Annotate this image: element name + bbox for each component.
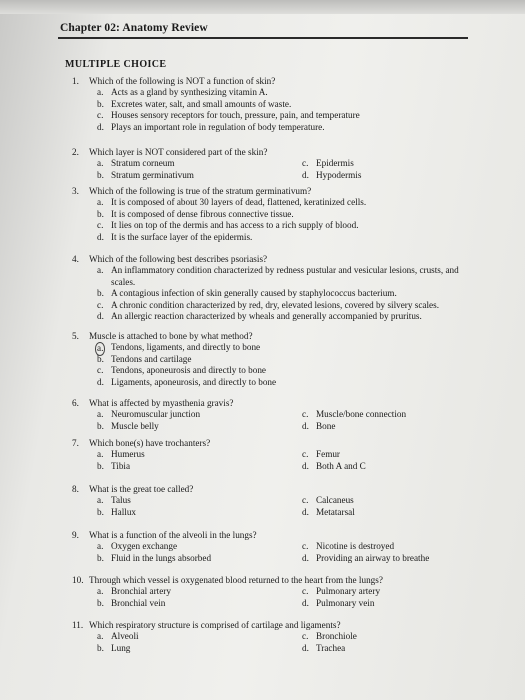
answer-option: c. Epidermis xyxy=(302,158,354,169)
answer-option: a. Bronchial artery xyxy=(97,586,171,597)
answer-option: b. Hallux xyxy=(97,506,137,517)
question-text: Muscle is attached to bone by what method? xyxy=(89,331,253,341)
answer-option: d. Metatarsal xyxy=(302,506,355,517)
answer-option: c. Calcaneus xyxy=(302,495,354,506)
question-text: What is a function of the alveoli in the lungs? xyxy=(89,530,257,540)
question-text: Which layer is NOT considered part of the skin? xyxy=(89,147,268,157)
answer-option: b. Muscle belly xyxy=(97,420,159,431)
answer-option: b. Bronchial vein xyxy=(97,597,166,608)
question-number: 9. xyxy=(72,530,79,540)
question-4 xyxy=(72,254,472,322)
question-5 xyxy=(72,331,472,388)
title-underline xyxy=(58,37,468,39)
answer-option: d. Pulmonary vein xyxy=(302,597,375,608)
answer-option: a. Humerus xyxy=(97,449,145,460)
question-number: 6. xyxy=(72,398,79,408)
answer-option: d. Plays an important role in regulation of body temperature. xyxy=(97,121,325,132)
answer-option: c. Nicotine is destroyed xyxy=(302,541,395,552)
question-number: 2. xyxy=(72,147,79,157)
answer-option: b. Fluid in the lungs absorbed xyxy=(97,552,212,563)
question-text: Which respiratory structure is comprised of cartilage and ligaments? xyxy=(89,620,341,630)
question-11 xyxy=(72,620,472,654)
answer-option: c. It lies on top of the dermis and has access to a rich supply of blood. xyxy=(97,220,359,231)
answer-option-selected: a. Tendons, ligaments, and directly to bone xyxy=(97,342,472,353)
answer-option: a. Stratum corneum xyxy=(97,158,175,169)
answer-option: b. It is composed of dense fibrous connective tissue. xyxy=(97,208,294,219)
answer-option: a. It is composed of about 30 layers of dead, flattened, keratinized cells. xyxy=(97,197,367,208)
answer-option: b. Excretes water, salt, and small amounts of waste. xyxy=(97,98,292,109)
answer-option: d. Bone xyxy=(302,420,336,431)
answer-option: c. Muscle/bone connection xyxy=(302,409,407,420)
question-number: 11. xyxy=(72,620,84,630)
chapter-title: Chapter 02: Anatomy Review xyxy=(60,22,208,34)
answer-option: a. Neuromuscular junction xyxy=(97,409,201,420)
answer-option: b. Lung xyxy=(97,642,131,653)
question-6 xyxy=(72,398,472,432)
answer-option: a. Talus xyxy=(97,495,131,506)
question-3 xyxy=(72,186,472,243)
answer-option: d. It is the surface layer of the epidermis. xyxy=(97,231,253,242)
question-10 xyxy=(72,575,472,609)
question-8 xyxy=(72,484,472,518)
answer-option: a. Oxygen exchange xyxy=(97,541,178,552)
question-number: 8. xyxy=(72,484,79,494)
question-text: Which bone(s) have trochanters? xyxy=(89,438,211,448)
question-text: Which of the following best describes psoriasis? xyxy=(89,254,268,264)
question-text: What is affected by myasthenia gravis? xyxy=(89,398,234,408)
question-number: 5. xyxy=(72,331,79,341)
answer-option: a. Alveoli xyxy=(97,631,139,642)
answer-option: c. Femur xyxy=(302,449,340,460)
answer-option: d. Hypodermis xyxy=(302,169,362,180)
section-title: MULTIPLE CHOICE xyxy=(65,59,167,70)
answer-option: a. An inflammatory condition characterized by redness pustular and vesicular lesions, crusts, and scales. xyxy=(97,265,459,287)
answer-option: c. Bronchiole xyxy=(302,631,357,642)
answer-option: b. A contagious infection of skin generally caused by staphylococcus bacterium. xyxy=(97,288,397,299)
circled-answer-mark: a. xyxy=(95,342,105,355)
answer-option: d. Trachea xyxy=(302,642,346,653)
question-text: Through which vessel is oxygenated blood returned to the heart from the lungs? xyxy=(89,575,383,585)
question-number: 10. xyxy=(72,575,84,585)
question-number: 3. xyxy=(72,186,79,196)
answer-option: c. Pulmonary artery xyxy=(302,586,381,597)
question-text: What is the great toe called? xyxy=(89,484,194,494)
answer-option: a. Acts as a gland by synthesizing vitamin A. xyxy=(97,87,268,98)
answer-option: b. Tendons and cartilage xyxy=(97,353,192,364)
question-2 xyxy=(72,147,472,181)
answer-option: c. Houses sensory receptors for touch, pressure, pain, and temperature xyxy=(97,110,360,121)
question-number: 1. xyxy=(72,76,79,86)
answer-option: b. Stratum germinativum xyxy=(97,169,194,180)
question-text: Which of the following is true of the stratum germinativum? xyxy=(89,186,312,196)
question-7 xyxy=(72,438,472,472)
answer-option: c. Tendons, aponeurosis and directly to bone xyxy=(97,365,266,376)
question-text: Which of the following is NOT a function of skin? xyxy=(89,76,276,86)
page-top-edge xyxy=(0,0,525,14)
answer-option: d. Providing an airway to breathe xyxy=(302,552,430,563)
question-1 xyxy=(72,76,472,133)
answer-option: d. An allergic reaction characterized by wheals and generally accompanied by pruritus. xyxy=(97,311,422,322)
answer-option: b. Tibia xyxy=(97,460,131,471)
answer-option: d. Both A and C xyxy=(302,460,366,471)
answer-option: c. A chronic condition characterized by red, dry, elevated lesions, covered by silvery scales. xyxy=(97,299,439,310)
answer-option: d. Ligaments, aponeurosis, and directly to bone xyxy=(97,376,277,387)
question-number: 4. xyxy=(72,254,79,264)
question-number: 7. xyxy=(72,438,79,448)
question-9 xyxy=(72,530,472,564)
